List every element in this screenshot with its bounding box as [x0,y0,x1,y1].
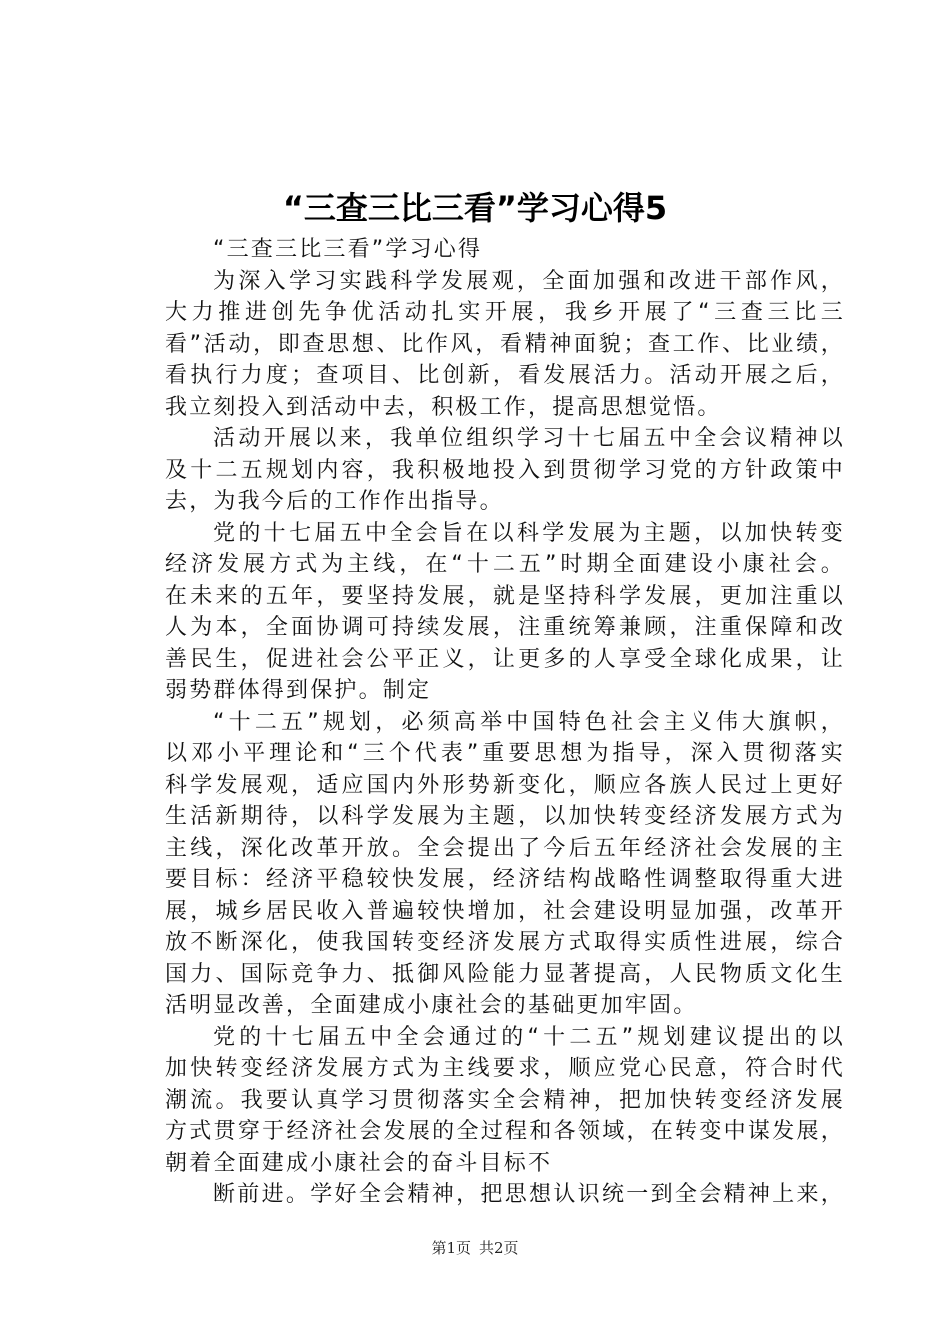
text-line: 弱势群体得到保护。制定 [165,678,432,703]
text-line: 大力推进创先争优活动扎实开展，我乡开展了“三查三比三 [165,300,845,325]
paragraph [117,707,845,1022]
text-line: 及十二五规划内容，我积极地投入到贯彻学习党的方针政策中 [165,457,845,483]
document-title: “三查三比三看”学习心得5 [282,189,668,227]
text-line: 加快转变经济发展方式为主线要求，顺应党心民意，符合时代 [165,1056,845,1081]
text-line: 看”活动，即查思想、比作风，看精神面貌；查工作、比业绩， [165,331,845,357]
text-line: 放不断深化，使我国转变经济发展方式取得实质性进展，综合 [165,930,845,955]
text-line: 朝着全面建成小康社会的奋斗目标不 [165,1150,553,1176]
text-line: 我立刻投入到活动中去，积极工作，提高思想觉悟。 [165,394,722,420]
text-line: 为深入学习实践科学发展观，全面加强和改进干部作风， [213,268,845,294]
paragraph [117,266,845,424]
paragraph [117,423,845,518]
text-line: 以邓小平理论和“三个代表”重要思想为指导，深入贯彻落实 [165,741,845,766]
text-line: 看执行力度；查项目、比创新，看发展活力。活动开展之后， [165,363,845,388]
paragraph [117,518,845,707]
text-line: 活动开展以来，我单位组织学习十七届五中全会议精神以 [213,426,845,451]
text-line: 展，城乡居民收入普遍较快增加，社会建设明显加强，改革开 [165,898,845,924]
text-line: 党的十七届五中全会通过的“十二五”规划建议提出的以 [213,1024,845,1050]
text-line: 科学发展观，适应国内外形势新变化，顺应各族人民过上更好 [165,772,845,798]
text-line: 经济发展方式为主线，在“十二五”时期全面建设小康社会。 [165,552,845,577]
document-body [117,234,845,1211]
total-pages-label: 共2页 [479,1239,519,1257]
current-page-label: 第1页 [431,1239,471,1257]
text-line: “三查三比三看”学习心得 [213,237,483,262]
text-line: 善民生，促进社会公平正义，让更多的人享受全球化成果，让 [165,646,845,672]
text-line: 断前进。学好全会精神，把思想认识统一到全会精神上来， [213,1182,845,1207]
paragraph [117,1022,845,1180]
paragraph [117,1179,845,1211]
text-line: 主线，深化改革开放。全会提出了今后五年经济社会发展的主 [165,835,845,861]
text-line: 活明显改善，全面建成小康社会的基础更加牢固。 [165,993,698,1018]
text-line: 潮流。我要认真学习贯彻落实全会精神，把加快转变经济发展 [165,1087,845,1113]
text-line: 去，为我今后的工作作出指导。 [165,489,504,514]
text-line: “十二五”规划，必须高举中国特色社会主义伟大旗帜， [213,709,845,735]
text-line: 要目标：经济平稳较快发展，经济结构战略性调整取得重大进 [165,867,845,892]
page-footer [0,1238,950,1258]
text-line: 在未来的五年，要坚持发展，就是坚持科学发展，更加注重以 [165,583,845,609]
paragraph-subtitle [117,234,845,266]
text-line: 方式贯穿于经济社会发展的全过程和各领域，在转变中谋发展， [165,1119,845,1144]
text-line: 国力、国际竞争力、抵御风险能力显著提高，人民物质文化生 [165,961,845,987]
text-line: 人为本，全面协调可持续发展，注重统筹兼顾，注重保障和改 [165,615,845,640]
text-line: 生活新期待，以科学发展为主题，以加快转变经济发展方式为 [165,804,845,829]
text-line: 党的十七届五中全会旨在以科学发展为主题，以加快转变 [213,520,845,546]
